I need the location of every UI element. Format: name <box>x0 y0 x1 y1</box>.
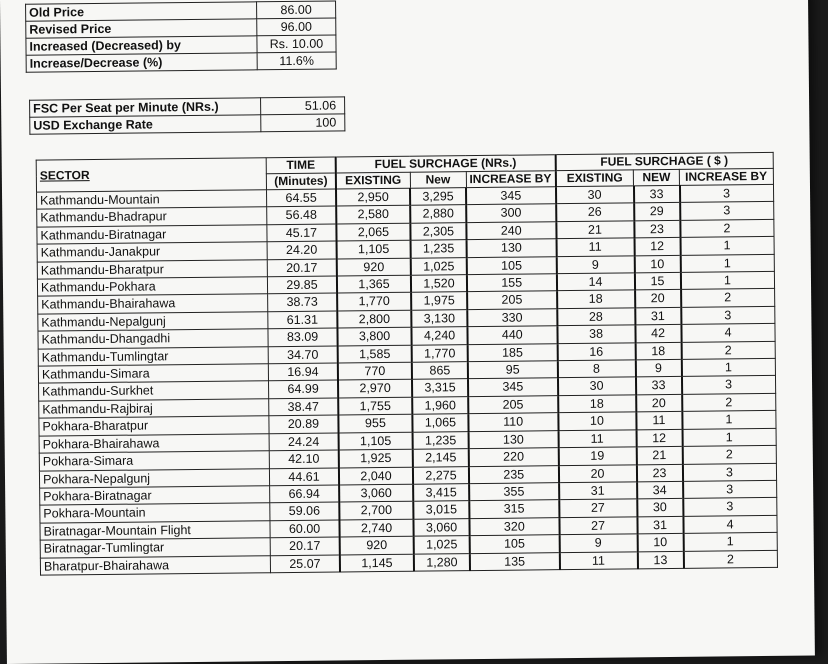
sector-header: SECTOR <box>36 158 266 192</box>
existing-usd-cell: 26 <box>556 203 634 221</box>
new-usd-cell: 9 <box>635 359 681 377</box>
new-nrs-cell: 2,275 <box>413 466 469 484</box>
time-cell: 61.31 <box>268 311 338 329</box>
increase-nrs-cell: 355 <box>469 483 559 501</box>
new-nrs-cell: 3,315 <box>412 379 468 397</box>
increase-nrs-cell: 185 <box>468 343 558 361</box>
existing-nrs-cell: 1,770 <box>337 293 411 311</box>
sector-cell: Pokhara-Mountain <box>40 503 270 523</box>
new-nrs-header: New <box>410 172 466 189</box>
increase-usd-cell: 2 <box>680 219 774 237</box>
existing-usd-header: EXISTING <box>555 170 633 187</box>
price-value: 86.00 <box>257 1 336 19</box>
new-nrs-cell: 2,880 <box>410 205 466 223</box>
new-usd-cell: 34 <box>637 481 683 499</box>
increase-nrs-cell: 345 <box>466 187 556 205</box>
price-label: Revised Price <box>26 19 257 38</box>
time-cell: 34.70 <box>268 346 338 364</box>
new-usd-cell: 33 <box>633 185 679 203</box>
existing-nrs-cell: 1,755 <box>338 397 412 415</box>
price-value: 96.00 <box>257 18 336 36</box>
new-usd-cell: 29 <box>634 203 680 221</box>
new-nrs-cell: 865 <box>412 362 468 380</box>
time-cell: 45.17 <box>267 224 337 242</box>
sector-cell: Pokhara-Simara <box>39 451 269 471</box>
increase-nrs-cell: 320 <box>469 517 559 535</box>
sector-cell: Biratnagar-Tumlingtar <box>40 538 270 558</box>
time-cell: 56.48 <box>267 206 337 224</box>
sector-cell: Kathmandu-Rajbiraj <box>39 399 269 419</box>
existing-usd-cell: 27 <box>559 517 637 535</box>
new-usd-cell: 23 <box>634 220 680 238</box>
increase-nrs-cell: 95 <box>468 361 558 379</box>
existing-nrs-cell: 1,365 <box>337 275 411 293</box>
existing-nrs-cell: 3,800 <box>337 327 411 345</box>
price-value: Rs. 10.00 <box>257 35 336 53</box>
existing-nrs-cell: 1,105 <box>339 432 413 450</box>
fuel-surcharge-usd-header: FUEL SURCHAGE ( $ ) <box>555 152 773 170</box>
fsc-row <box>30 114 345 134</box>
new-usd-cell: 30 <box>637 499 683 517</box>
time-cell: 66.94 <box>270 485 340 503</box>
time-cell: 20.17 <box>270 537 340 555</box>
sector-cell: Kathmandu-Bhairahawa <box>38 294 268 314</box>
price-row <box>26 52 336 72</box>
sector-cell: Kathmandu-Bhadrapur <box>37 207 267 227</box>
fsc-table <box>29 96 345 134</box>
existing-nrs-cell: 1,925 <box>339 449 413 467</box>
increase-nrs-cell: 235 <box>469 465 559 483</box>
new-usd-cell: 20 <box>635 290 681 308</box>
increase-usd-cell: 3 <box>683 480 777 498</box>
increase-usd-cell: 2 <box>682 445 776 463</box>
increase-usd-cell: 2 <box>681 289 775 307</box>
increase-nrs-cell: 130 <box>467 239 557 257</box>
new-usd-cell: 15 <box>634 272 680 290</box>
increase-usd-cell: 2 <box>681 341 775 359</box>
sector-cell: Kathmandu-Surkhet <box>39 381 269 401</box>
new-nrs-cell: 1,025 <box>414 536 470 554</box>
increase-nrs-cell: 130 <box>469 430 559 448</box>
new-usd-cell: 23 <box>636 464 682 482</box>
time-cell: 83.09 <box>268 328 338 346</box>
new-nrs-cell: 3,415 <box>413 484 469 502</box>
sector-cell: Kathmandu-Nepalgunj <box>38 312 268 332</box>
existing-usd-cell: 30 <box>556 186 634 204</box>
existing-usd-cell: 18 <box>557 290 635 308</box>
existing-usd-cell: 9 <box>559 534 637 552</box>
existing-usd-cell: 21 <box>556 221 634 239</box>
new-nrs-cell: 3,295 <box>410 188 466 206</box>
new-nrs-cell: 3,130 <box>411 309 467 327</box>
existing-nrs-cell: 1,105 <box>337 240 411 258</box>
time-cell: 64.55 <box>267 189 337 207</box>
existing-usd-cell: 11 <box>559 551 637 569</box>
new-nrs-cell: 1,025 <box>411 257 467 275</box>
existing-nrs-cell: 2,800 <box>337 310 411 328</box>
increase-usd-cell: 1 <box>682 411 776 429</box>
time-cell: 29.85 <box>267 276 337 294</box>
existing-usd-cell: 11 <box>558 430 636 448</box>
fuel-surcharge-nrs-header: FUEL SURCHAGE (NRs.) <box>336 155 556 173</box>
increase-nrs-cell: 345 <box>468 378 558 396</box>
increase-usd-cell: 3 <box>681 376 775 394</box>
increase-usd-cell: 2 <box>683 550 777 568</box>
time-cell: 24.20 <box>267 241 337 259</box>
time-cell: 24.24 <box>269 433 339 451</box>
increase-usd-cell: 4 <box>683 515 777 533</box>
existing-usd-cell: 20 <box>558 464 636 482</box>
fuel-surcharge-table <box>36 152 778 576</box>
existing-nrs-cell: 920 <box>340 536 414 554</box>
new-usd-cell: 31 <box>637 516 683 534</box>
price-value: 11.6% <box>257 52 336 70</box>
increase-usd-cell: 1 <box>680 271 774 289</box>
increase-usd-cell: 1 <box>683 533 777 551</box>
increase-usd-cell: 3 <box>680 202 774 220</box>
increase-usd-cell: 3 <box>679 184 773 202</box>
existing-usd-cell: 19 <box>558 447 636 465</box>
new-nrs-cell: 4,240 <box>411 327 467 345</box>
increase-nrs-cell: 105 <box>467 256 557 274</box>
existing-usd-cell: 38 <box>557 325 635 343</box>
existing-usd-cell: 28 <box>557 308 635 326</box>
existing-nrs-header: EXISTING <box>336 172 410 189</box>
sector-cell: Kathmandu-Dhangadhi <box>38 329 268 349</box>
existing-usd-cell: 27 <box>559 499 637 517</box>
new-nrs-cell: 3,015 <box>413 501 469 519</box>
increase-nrs-cell: 330 <box>467 309 557 327</box>
existing-nrs-cell: 1,585 <box>338 345 412 363</box>
existing-nrs-cell: 955 <box>338 414 412 432</box>
sector-cell: Kathmandu-Janakpur <box>37 242 267 262</box>
existing-usd-cell: 8 <box>557 360 635 378</box>
new-usd-cell: 18 <box>635 342 681 360</box>
existing-nrs-cell: 920 <box>337 258 411 276</box>
new-usd-cell: 42 <box>635 325 681 343</box>
new-usd-cell: 11 <box>636 412 682 430</box>
new-nrs-cell: 1,960 <box>412 396 468 414</box>
sector-cell: Pokhara-Nepalgunj <box>39 468 269 488</box>
increase-nrs-cell: 110 <box>468 413 558 431</box>
increase-usd-cell: 3 <box>681 306 775 324</box>
sector-cell: Kathmandu-Mountain <box>37 190 267 210</box>
time-cell: 20.17 <box>267 259 337 277</box>
time-cell: 44.61 <box>269 467 339 485</box>
time-header: TIME <box>266 157 336 174</box>
time-cell: 20.89 <box>269 415 339 433</box>
time-cell: 60.00 <box>270 520 340 538</box>
new-usd-cell: 12 <box>636 429 682 447</box>
sector-cell: Kathmandu-Bharatpur <box>37 259 267 279</box>
sector-cell: Kathmandu-Tumlingtar <box>38 346 268 366</box>
minutes-header: (Minutes) <box>266 173 336 190</box>
time-cell: 38.47 <box>269 398 339 416</box>
existing-nrs-cell: 1,145 <box>340 554 414 572</box>
sector-cell: Kathmandu-Simara <box>38 364 268 384</box>
sector-cell: Pokhara-Bhairahawa <box>39 433 269 453</box>
time-cell: 59.06 <box>270 502 340 520</box>
increase-nrs-cell: 240 <box>466 222 556 240</box>
increase-nrs-cell: 315 <box>469 500 559 518</box>
new-usd-cell: 13 <box>637 551 683 569</box>
new-usd-cell: 10 <box>637 534 683 552</box>
increase-usd-cell: 1 <box>682 428 776 446</box>
increase-usd-cell: 1 <box>680 237 774 255</box>
time-cell: 42.10 <box>269 450 339 468</box>
new-nrs-cell: 1,975 <box>411 292 467 310</box>
sector-cell: Pokhara-Biratnagar <box>40 486 270 506</box>
sector-cell: Kathmandu-Pokhara <box>37 277 267 297</box>
existing-usd-cell: 16 <box>557 343 635 361</box>
increase-nrs-header: INCREASE BY <box>466 171 556 188</box>
existing-usd-cell: 30 <box>558 377 636 395</box>
existing-nrs-cell: 3,060 <box>339 484 413 502</box>
new-usd-cell: 31 <box>635 307 681 325</box>
existing-nrs-cell: 2,040 <box>339 467 413 485</box>
existing-nrs-cell: 2,700 <box>339 502 413 520</box>
existing-nrs-cell: 2,580 <box>336 206 410 224</box>
time-cell: 38.73 <box>268 293 338 311</box>
time-cell: 16.94 <box>268 363 338 381</box>
increase-usd-header: INCREASE BY <box>679 168 773 185</box>
new-nrs-cell: 1,770 <box>412 344 468 362</box>
increase-nrs-cell: 135 <box>470 552 560 570</box>
increase-nrs-cell: 155 <box>467 274 557 292</box>
time-cell: 64.99 <box>269 380 339 398</box>
increase-nrs-cell: 205 <box>467 291 557 309</box>
increase-usd-cell: 4 <box>681 324 775 342</box>
new-usd-cell: 33 <box>636 377 682 395</box>
new-usd-cell: 21 <box>636 446 682 464</box>
increase-usd-cell: 2 <box>682 393 776 411</box>
increase-nrs-cell: 440 <box>467 326 557 344</box>
new-nrs-cell: 3,060 <box>413 518 469 536</box>
existing-usd-cell: 18 <box>558 395 636 413</box>
increase-usd-cell: 1 <box>681 358 775 376</box>
sector-cell: Kathmandu-Biratnagar <box>37 225 267 245</box>
new-usd-cell: 10 <box>634 255 680 273</box>
existing-usd-cell: 9 <box>556 255 634 273</box>
new-nrs-cell: 1,520 <box>411 275 467 293</box>
existing-nrs-cell: 2,065 <box>336 223 410 241</box>
new-nrs-cell: 1,235 <box>413 431 469 449</box>
price-label: Increase/Decrease (%) <box>26 53 257 72</box>
sector-cell: Pokhara-Bharatpur <box>39 416 269 436</box>
existing-usd-cell: 11 <box>556 238 634 256</box>
new-usd-cell: 12 <box>634 238 680 256</box>
sector-cell: Biratnagar-Mountain Flight <box>40 520 270 540</box>
price-label: Old Price <box>26 2 257 21</box>
existing-nrs-cell: 2,970 <box>338 380 412 398</box>
price-label: Increased (Decreased) by <box>26 36 257 55</box>
price-table <box>25 0 337 72</box>
time-cell: 25.07 <box>270 555 340 573</box>
existing-nrs-cell: 2,740 <box>339 519 413 537</box>
new-usd-cell: 20 <box>636 394 682 412</box>
existing-usd-cell: 14 <box>556 273 634 291</box>
increase-nrs-cell: 220 <box>469 448 559 466</box>
existing-usd-cell: 31 <box>559 482 637 500</box>
fsc-value: 51.06 <box>261 97 345 115</box>
new-nrs-cell: 1,280 <box>414 553 470 571</box>
existing-usd-cell: 10 <box>558 412 636 430</box>
new-nrs-cell: 2,145 <box>413 449 469 467</box>
increase-nrs-cell: 105 <box>470 535 560 553</box>
existing-nrs-cell: 2,950 <box>336 188 410 206</box>
fsc-label: USD Exchange Rate <box>30 115 261 134</box>
sector-cell: Bharatpur-Bhairahawa <box>40 555 270 575</box>
increase-usd-cell: 1 <box>680 254 774 272</box>
new-nrs-cell: 1,065 <box>412 414 468 432</box>
existing-nrs-cell: 770 <box>338 362 412 380</box>
new-nrs-cell: 2,305 <box>410 222 466 240</box>
increase-usd-cell: 3 <box>683 498 777 516</box>
fsc-value: 100 <box>261 114 345 132</box>
new-nrs-cell: 1,235 <box>411 240 467 258</box>
increase-usd-cell: 3 <box>682 463 776 481</box>
increase-nrs-cell: 205 <box>468 396 558 414</box>
fsc-label: FSC Per Seat per Minute (NRs.) <box>30 98 261 117</box>
increase-nrs-cell: 300 <box>466 204 556 222</box>
new-usd-header: NEW <box>633 169 679 185</box>
